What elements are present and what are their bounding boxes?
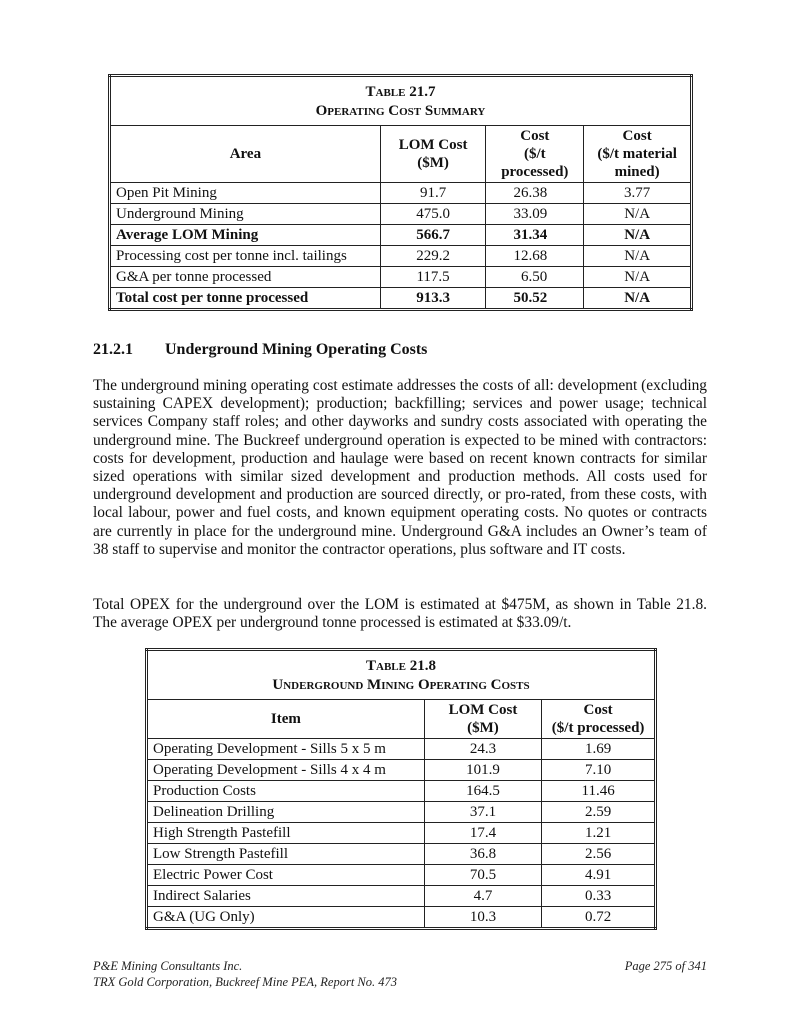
cell-area: Open Pit Mining [110,183,381,204]
table-title: Underground Mining Operating Costs [272,677,530,693]
cell-item: Delineation Drilling [147,802,425,823]
table-row [147,802,656,823]
cell-item: Operating Development - Sills 5 x 5 m [147,739,425,760]
cell-area: Underground Mining [110,204,381,225]
cell-item: Electric Power Cost [147,865,425,886]
cell-area: G&A per tonne processed [110,267,381,288]
cell-item: Indirect Salaries [147,886,425,907]
page-footer [93,958,707,990]
table-row [147,886,656,907]
cell-lom-cost: 91.7 [380,183,486,204]
section-number: 21.2.1 [93,341,133,358]
table-row [110,246,692,267]
header-lom-cost: LOM Cost ($M) [380,126,486,183]
table-row [147,739,656,760]
table-row [147,760,656,781]
body-paragraph: Total OPEX for the underground over the LOM is estimated at $475M, as shown in Table 21.8. The average OPEX per underground tonne processed is estimated at $33.09/t. [93,596,707,632]
cell-cost-per-t-processed: 4.91 [542,865,656,886]
cell-cost-per-t-processed: 2.59 [542,802,656,823]
footer-company: P&E Mining Consultants Inc. [93,959,243,973]
cell-lom-cost: 36.8 [424,844,542,865]
table-title: Operating Cost Summary [315,103,486,119]
cell-lom-cost: 4.7 [424,886,542,907]
cell-cost-per-t-mined: N/A [584,204,692,225]
cell-cost-per-t-processed: 1.69 [542,739,656,760]
header-cost-per-t-mined: Cost ($/t material mined) [584,126,692,183]
table-row [110,183,692,204]
table-caption [147,650,656,700]
section-title: Underground Mining Operating Costs [165,341,428,358]
cell-lom-cost: 101.9 [424,760,542,781]
cell-lom-cost: 164.5 [424,781,542,802]
cell-cost-per-t-processed: 2.56 [542,844,656,865]
body-paragraph: The underground mining operating cost estimate addresses the costs of all: development (excluding sustaining CAPEX development); production; backfilling; services and power usage; technical services Company staff roles; and other dayworks and sundry costs associated with operating the underground mine. The Buckreef underground operation is expected to be mined with contractors: costs for development, production and haulage were based on recent known contracts for similar sized operations with similar sized development and production methods. All costs used for underground development and production are sourced directly, or pro-rated, from these costs, with local labour, power and fuel costs, and known equipment operating costs. No quotes or contracts are currently in place for the underground mine. Underground G&A includes an Owner’s team of 38 staff to supervise and monitor the contractor operations, plus software and IT costs. [93,377,707,558]
cell-cost-per-t-processed: 0.72 [542,907,656,929]
header-lom-cost: LOM Cost ($M) [424,700,542,739]
cell-item: High Strength Pastefill [147,823,425,844]
header-cost-per-t-processed: Cost ($/t processed) [542,700,656,739]
cell-lom-cost: 24.3 [424,739,542,760]
page-number: Page 275 of 341 [624,959,707,973]
cell-cost-per-t-mined: N/A [584,246,692,267]
cell-lom-cost: 70.5 [424,865,542,886]
cell-lom-cost: 566.7 [380,225,486,246]
header-area: Area [110,126,381,183]
cell-cost-per-t-mined: N/A [584,288,692,310]
cell-cost-per-t-mined: 3.77 [584,183,692,204]
cell-lom-cost: 475.0 [380,204,486,225]
cell-area: Total cost per tonne processed [110,288,381,310]
cell-cost-per-t-processed: 1.21 [542,823,656,844]
cell-item: Production Costs [147,781,425,802]
header-item: Item [147,700,425,739]
table-header-row [147,700,656,739]
footer-report: TRX Gold Corporation, Buckreef Mine PEA, Report No. 473 [93,975,398,989]
cell-item: Operating Development - Sills 4 x 4 m [147,760,425,781]
cell-cost-per-t-processed: 33.09 [486,204,584,225]
cell-cost-per-t-processed: 26.38 [486,183,584,204]
cell-cost-per-t-processed: 0.33 [542,886,656,907]
table-row [147,823,656,844]
cell-area: Average LOM Mining [110,225,381,246]
table-row [110,288,692,310]
cell-item: G&A (UG Only) [147,907,425,929]
section-heading [93,341,427,359]
cell-lom-cost: 17.4 [424,823,542,844]
cell-area: Processing cost per tonne incl. tailings [110,246,381,267]
cell-lom-cost: 913.3 [380,288,486,310]
underground-operating-costs-table [145,648,657,930]
table-caption-row [147,650,656,700]
cell-lom-cost: 229.2 [380,246,486,267]
table-row [110,225,692,246]
cell-cost-per-t-mined: N/A [584,267,692,288]
table-row [110,204,692,225]
table-row [110,267,692,288]
operating-cost-summary-table [108,74,693,311]
cell-cost-per-t-processed: 31.34 [486,225,584,246]
table-number: Table 21.7 [365,84,436,100]
cell-cost-per-t-processed: 7.10 [542,760,656,781]
cell-item: Low Strength Pastefill [147,844,425,865]
cell-cost-per-t-mined: N/A [584,225,692,246]
table-header-row [110,126,692,183]
table-row [147,844,656,865]
table-row [147,907,656,929]
cell-lom-cost: 117.5 [380,267,486,288]
cell-cost-per-t-processed: 6.50 [486,267,584,288]
table-caption-row [110,76,692,126]
table-caption [110,76,692,126]
table-row [147,781,656,802]
table-number: Table 21.8 [366,658,436,674]
table-row [147,865,656,886]
cell-cost-per-t-processed: 11.46 [542,781,656,802]
cell-lom-cost: 37.1 [424,802,542,823]
cell-cost-per-t-processed: 50.52 [486,288,584,310]
cell-lom-cost: 10.3 [424,907,542,929]
cell-cost-per-t-processed: 12.68 [486,246,584,267]
header-cost-per-t-processed: Cost ($/t processed) [486,126,584,183]
